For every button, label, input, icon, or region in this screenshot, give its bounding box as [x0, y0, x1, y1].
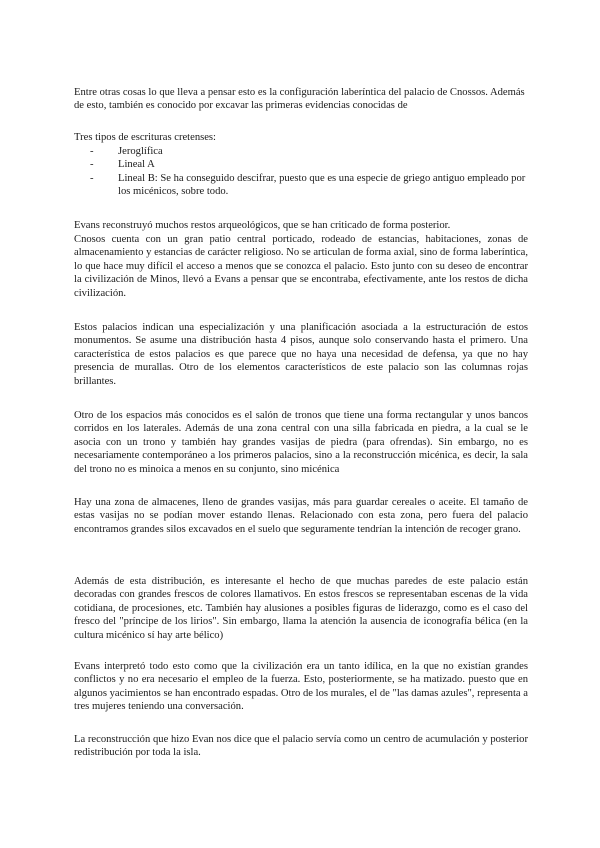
list-heading: Tres tipos de escrituras cretenses: — [74, 132, 217, 143]
list-item — [74, 172, 528, 199]
list-item — [74, 158, 528, 171]
list-bullet: - — [90, 172, 94, 184]
throne-room-paragraph: Otro de los espacios más conocidos es el salón de tronos que tiene una forma rectangular y unos bancos corridos en los laterales. Además de una zona central con una silla fabricada en piedra, a la cual se le asocia con un trono y también hay grandes vasijas de piedra (para ofrendas). Sin embargo, no es necesariamente contemporáneo a los primeros palacios, sino a la reconstrucción micénica, es decir, la sala del trono no es minoica a menos en su conjunto, sino micénica — [74, 410, 528, 475]
palaces-paragraph: Estos palacios indican una especialización y una planificación asociada a la estructuración de estos monumentos. Se asume una distribución hasta 4 pisos, aunque solo conservando hasta el primero. Una característica de estos palacios es que parece que no haya una necesidad de defensa, ya que no hay presencia de murallas. Otro de los elementos característicos de este palacio son las columnas rojas brillantes. — [74, 322, 528, 387]
script-types-list — [74, 145, 528, 199]
intro-paragraph: Entre otras cosas lo que lleva a pensar esto es la configuración laberíntica del palacio de Cnossos. Además de esto, también es conocido por excavar las primeras evidencias conocidas de — [74, 87, 525, 112]
frescoes-paragraph: Además de esta distribución, es interesante el hecho de que muchas paredes de este palacio están decoradas con grandes frescos de colores llamativos. En estos frescos se representaban escenas de la vida cotidiana, de procesiones, etc. También hay alusiones a posibles figuras de liderazgo, como es el caso del fresco del "príncipe de los lirios". Sin embargo, llama la atención la ausencia de iconografía bélica (en la cultura micénico sí hay arte bélico) — [74, 576, 528, 641]
reconstruction-paragraph: La reconstrucción que hizo Evan nos dice que el palacio servía como un centro de acumulación y posterior redistribución por toda la isla. — [74, 734, 528, 759]
list-item-text: Lineal B: Se ha conseguido descifrar, puesto que es una especie de griego antiguo empleado por los micénicos, sobre todo. — [118, 172, 526, 198]
list-item-text: Lineal A — [118, 159, 155, 171]
cnosos-paragraph: Cnosos cuenta con un gran patio central porticado, rodeado de estancias, habitaciones, zonas de almacenamiento y estancias de carácter religioso. No se articulan de forma axial, sino de forma laberíntica, lo que hace muy difícil el acceso a menos que se conozca el palacio. Esto junto con su deseo de encontrar la civilización de Minos, llevó a Evans a pensar que se encontraba, efectivamente, ante los restos de dicha civilización. — [74, 234, 528, 299]
list-bullet: - — [90, 146, 94, 157]
list-item — [74, 145, 528, 158]
evans-interpretation-paragraph: Evans interpretó todo esto como que la civilización era un tanto idílica, en la que no existían grandes conflictos y no era necesario el empleo de la fuerza. Esto, posteriormente, se ha matizado. puesto que en algunos yacimientos se han encontrado espadas. Otro de los murales, el de "las damas azules", representa a tres mujeres teniendo una conversación. — [74, 661, 528, 713]
storerooms-paragraph: Hay una zona de almacenes, lleno de grandes vasijas, más para guardar cereales o aceite. El tamaño de estas vasijas no se podían mover estando llenas. Relacionado con esta zona, pero fuera del palacio encontramos grandes silos excavados en el suelo que seguramente tendrían la intención de recoger grano. — [74, 497, 528, 535]
list-bullet: - — [90, 159, 94, 171]
list-item-text: Jeroglífica — [118, 146, 163, 157]
evans-reconstruction-line: Evans reconstruyó muchos restos arqueológicos, que se han criticado de forma posterior. — [74, 220, 451, 231]
